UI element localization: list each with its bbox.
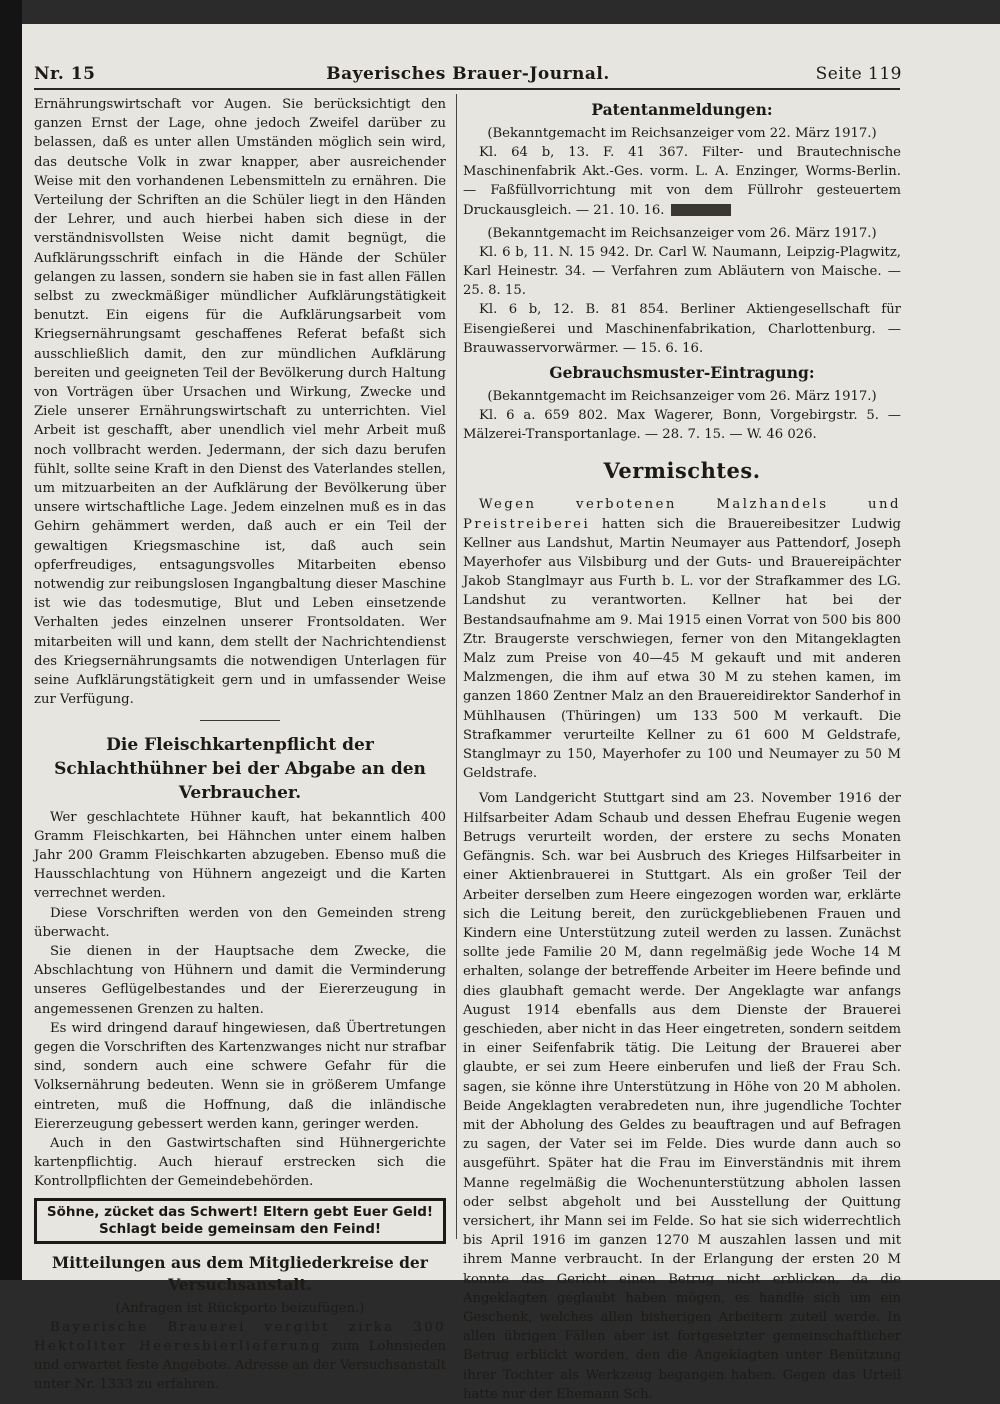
newspaper-page [22, 24, 1000, 1402]
intro-paragraph: Ernährungswirtschaft vor Augen. Sie berücksichtigt den ganzen Ernst der Lage, ohne jedoch Zweifel darüber zu belassen, daß es unter allen Umständen möglich sein wird, das deutsche Volk in zwar knapper, aber ausreichender Weise mit den vorhandenen Lebensmitteln zu ernähren. Die Verteilung der Schriften an die Schüler liegt in den Händen der Lehrer, und auch hierbei haben sich diese in der verständnisvollsten Weise nicht damit begnügt, die Aufklärungsschrift einfach in die Hände der Schüler gelangen zu lassen, sondern sie haben sie in fast allen Fällen selbst zu zweckmäßiger mündlicher Aufklärungstätigkeit benutzt. Ein eigens für die Aufklärungsarbeit vom Kriegsernährungsamt geschaffenes Referat befaßt sich ausschließlich damit, den zur mündlichen Aufklärung bereiten und geeigneten Teil der Bevölkerung durch Haltung von Vorträgen über Ursachen und Wirkung, Zwecke und Ziele unserer Ernährungswirtschaft zu unterrichten. Viel Arbeit ist geschafft, aber unendlich viel mehr Arbeit muß noch vollbracht werden. Jedermann, der sich dazu berufen fühlt, sollte seine Kraft in den Dienst des Vaterlandes stellen, um mitzuarbeiten an der Aufklärung der Bevölkerung über unsere wirtschaftliche Lage. Jedem einzelnen muß es in das Gehirn gehämmert werden, daß auch er ein Teil der gewaltigen Kriegsmaschine ist, daß auch sein opferfreudiges, entsagungsvolles Mitarbeiten ebenso notwendig zur reibungslosen Ingangbaltung dieser Maschine ist wie das todesmutige, Blut und Leben einsetzende Verhalten jedes einzelnen unserer Frontsoldaten. Wer mitarbeiten will und kann, dem stellt der Nachrichtendienst des Kriegsernährungsamts die notwendigen Unterlagen für seine Aufklärungstätigkeit gern und in umfassender Weise zur Verfügung. [34, 97, 446, 708]
fleisch-paragraph: Wer geschlachtete Hühner kauft, hat bekanntlich 400 Gramm Fleischkarten, bei Hähnchen unter einem halben Jahr 200 Gramm Fleischkarten abzugeben. Ebenso muß die Hausschlachtung von Hühnern angezeigt und die Karten verrechnet werden. [34, 809, 446, 902]
left-column [34, 95, 446, 1394]
issue-number: Nr. 15 [34, 64, 96, 84]
vermischtes-paragraph: Vom Landgericht Stuttgart sind am 23. November 1916 der Hilfsarbeiter Adam Schaub und dessen Ehefrau Eugenie wegen Betrugs verurteilt worden, der erstere zu sechs Monaten Gefängnis. Sch. war bei Ausbruch des Krieges Hilfsarbeiter in einer Aktienbrauerei in Stuttgart. Als ein großer Teil der Arbeiter derselben zum Heere eingezogen worden war, erklärte sich die Leitung bereit, den zurückgebliebenen Frauen und Kindern eine Unterstützung zuteil werden zu lassen. Zunächst sollte jede Familie 20 M, dann regelmäßig jede Woche 14 M erhalten, solange der betreffende Arbeiter im Heere befinde und dies glaubhaft gemacht werde. Der Angeklagte war anfangs August 1914 ebenfalls aus dem Dienste der Brauerei geschieden, aber nicht in das Heer eingetreten, sondern seitdem in einer Seifenfabrik tätig. Die Leitung der Brauerei aber glaubte, er sei zum Heere einberufen und ließ der Frau Sch. sagen, sie könne ihre Unterstützung in Höhe von 20 M abholen. Beide Angeklagten verabredeten nun, ihre jugendliche Tochter mit der Abholung des Geldes zu beauftragen und auf Befragen zu sagen, der Vater sei im Felde. Dies wurde dann auch so ausgeführt. Später hat die Frau im Einverständnis mit ihrem Manne regelmäßig die Wochenunterstützung abholen lassen oder selbst abgeholt und bei Ausstellung der Quittung versichert, ihr Mann sei im Felde. So hat sie sich widerrechtlich bis April 1916 im ganzen 1270 M auszahlen lassen und mit ihrem Manne verbraucht. In der Erlangung der ersten 20 M konnte das Gericht einen Betrug nicht erblicken, da die Angeklagten geglaubt haben mögen, es handle sich um ein Geschenk, welches allen bisherigen Arbeitern zuteil werde. In allen übrigen Fällen aber ist fortgesetzter gemeinschaftlicher Betrug erblickt worden, den die Angeklagten unter Benützung ihrer Tochter als Werkzeug begangen haben. Gegen das Urteil hatte nur der Ehemann Sch. [463, 791, 901, 1402]
slogan-line-2: Schlagt beide gemeinsam den Feind! [98, 1220, 382, 1237]
fleisch-paragraph: Auch in den Gastwirtschaften sind Hühnergerichte kartenpflichtig. Auch hierauf erstrecken sich die Kontrollpflichten der Gemeindebehörden. [34, 1135, 446, 1190]
war-bond-slogan-box [34, 1198, 446, 1244]
vermischtes-paragraph-rest: hatten sich die Brauereibesitzer Ludwig Kellner aus Landshut, Martin Neumayer aus Pattendorf, Joseph Mayerhofer aus Vilsbiburg und der Guts- und Brauereipächter Jakob Stanglmayr aus Furth b. L. vor der Strafkammer des LG. Landshut zu verantworten. Kellner hat bei der Bestandsaufnahme am 9. Mai 1915 einen Vorrat von 500 bis 800 Ztr. Braugerste verschwiegen, ferner von den Mitangeklagten Malz zum Preise von 40—45 M gekauft und mit anderen Malzmengen, die ihm auf etwa 30 M zu stehen kamen, im ganzen 1860 Zentner Malz an den Brauereidirektor Sanderhof in Mühlhausen (Thüringen) um 133 500 M verkauft. Die Strafkammer verurteilte Kellner zu 61 600 M Geldstrafe, Stanglmayr zu 150, Mayerhofer zu 100 und Neumayer zu 50 M Geldstrafe. [463, 516, 901, 782]
fleisch-paragraph: Es wird dringend darauf hingewiesen, daß Übertretungen gegen die Vorschriften des Kartenzwanges nicht nur strafbar sind, sondern auch eine schwere Gefahr für die Volksernährung bedeuten. Wenn sie in größerem Umfange eintreten, muß die Hoffnung, daß die inländische Eiererzeugung gebessert werden kann, geringer werden. [34, 1020, 446, 1132]
patent-entry: Kl. 6 b, 11. N. 15 942. Dr. Carl W. Naumann, Leipzig-Plagwitz, Karl Heinestr. 34. — Verfahren zum Abläutern von Maische. — 25. 8. 15. [463, 244, 901, 299]
vermischtes-lead-spaced: Wegen verbotenen Malzhandels und Preistreiberei [463, 497, 901, 532]
section-divider [200, 720, 280, 721]
patent-entry-text: Kl. 64 b, 13. F. 41 367. Filter- und Brautechnische Maschinenfabrik Akt.-Ges. vorm. L. A. Enzinger, Worms-Berlin. — Faßfüllvorrichtung mit von dem Füllrohr gesteuertem Druckausgleich. — 21. 10. 16. [463, 145, 901, 218]
column-divider [456, 94, 457, 1239]
vermischtes-heading: Vermischtes. [603, 458, 761, 484]
mitteilungen-text-spaced: Bayerische Brauerei vergibt zirka 300 Hektoliter Heeresbierlieferung [34, 1319, 446, 1354]
header-rule [34, 88, 900, 90]
patent-note: (Bekanntgemacht im Reichsanzeiger vom 22. März 1917.) [487, 126, 877, 141]
page-header [34, 64, 902, 90]
mitteilungen-text [34, 1318, 446, 1395]
mitteilungen-subtitle: (Anfragen ist Rückporto beizufügen.) [115, 1300, 365, 1316]
gebrauchsmuster-entry: Kl. 6 a. 659 802. Max Wagerer, Bonn, Vorgebirgstr. 5. — Mälzerei-Transportanlage. — 28. 7. 15. — W. 46 026. [463, 408, 901, 443]
fleisch-paragraph: Diese Vorschriften werden von den Gemeinden streng überwacht. [34, 905, 446, 940]
patent-heading: Patentanmeldungen: [591, 100, 773, 119]
slogan-line-1: Söhne, zücket das Schwert! Eltern gebt Euer Geld! [46, 1203, 434, 1220]
patent-note: (Bekanntgemacht im Reichsanzeiger vom 26. März 1917.) [487, 225, 877, 241]
right-column [463, 95, 901, 1404]
fleisch-paragraph: Sie dienen in der Hauptsache dem Zwecke, die Abschlachtung von Hühnern und damit die Verminderung unseres Geflügelbestandes und der Eiererzeugung in angemessenen Grenzen zu halten. [34, 943, 446, 1017]
journal-title: Bayerisches Brauer-Journal. [326, 64, 610, 84]
gebrauchsmuster-heading: Gebrauchsmuster-Eintragung: [549, 363, 815, 383]
mitteilungen-heading: Mitteilungen aus dem Mitgliederkreise der Versuchsanstalt. [52, 1252, 428, 1294]
gebrauchsmuster-note: (Bekanntgemacht im Reichsanzeiger vom 26. März 1917.) [487, 389, 877, 405]
mitteilungen-text-rest: zum Lohnsieden und erwartet feste Angebote. Adresse an der Versuchsanstalt unter Nr. 1333 zu erfahren. [34, 1338, 446, 1393]
patent-entry: Kl. 6 b, 12. B. 81 854. Berliner Aktiengesellschaft für Eisengießerei und Maschinenfabrikation, Charlottenburg. — Brauwasservorwärmer. — 15. 6. 16. [463, 302, 901, 356]
vermischtes-paragraph [463, 495, 901, 783]
fleisch-heading: Die Fleischkartenpflicht der Schlachthühner bei der Abgabe an den Verbraucher. [54, 734, 426, 803]
patent-entry [463, 143, 901, 220]
page-number: Seite 119 [815, 64, 902, 84]
ink-smudge [671, 204, 731, 216]
scan-border [0, 0, 22, 1280]
